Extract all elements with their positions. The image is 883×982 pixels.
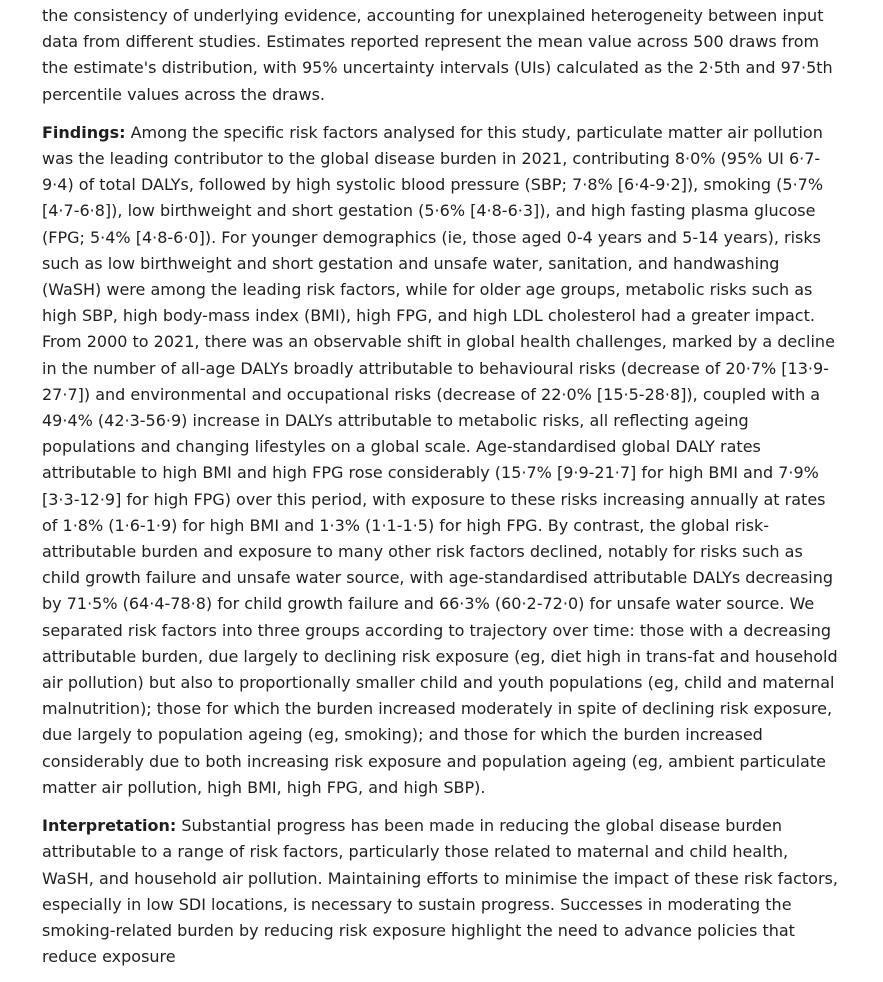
methods-paragraph: the consistency of underlying evidence, accounting for unexplained heterogeneity between input data from different studies. Estimates reported represent the mean value across 500 draws from the estimate's distribution, with 95% uncertainty intervals (UIs) calculated as the 2·5th and 97·5th percentile values across the draws. [42,6,833,104]
findings-paragraph [42,120,842,801]
interpretation-text: Substantial progress has been made in reducing the global disease burden attributable to a range of risk factors, particularly those related to maternal and child health, WaSH, and household air pollution. Maintaining efforts to minimise the impact of these risk factors, especially in low SDI locations, is necessary to sustain progress. Successes in moderating the smoking-related burden by reducing risk exposure highlight the need to advance policies that reduce exposure [42,816,838,967]
findings-label: Findings: [42,122,126,142]
interpretation-label: Interpretation: [42,816,177,836]
findings-text: Among the specific risk factors analysed for this study, particulate matter air pollution was the leading contributor to the global disease burden in 2021, contributing 8·0% (95% UI 6·7-9·4) of total DALYs, followed by high systolic blood pressure (SBP; 7·8% [6·4-9·2]), smoking (5·7% [4·7-6·8]), low birthweight and short gestation (5·6% [4·8-6·3]), and high fasting plasma glucose (FPG; 5·4% [4·8-6·0]). For younger demographics (ie, those aged 0-4 years and 5-14 years), risks such as low birthweight and short gestation and unsafe water, sanitation, and handwashing (WaSH) were among the leading risk factors, while for older age groups, metabolic risks such as high SBP, high body-mass index (BMI), high FPG, and high LDL cholesterol had a greater impact. From 2000 to 2021, there was an observable shift in global health challenges, marked by a decline in the number of all-age DALYs broadly attributable to behavioural risks (decrease of 20·7% [13·9-27·7]) and environmental and occupational risks (decrease of 22·0% [15·5-28·8]), coupled with a 49·4% (42·3-56·9) increase in DALYs attributable to metabolic risks, all reflecting ageing populations and changing lifestyles on a global scale. Age-standardised global DALY rates attributable to high BMI and high FPG rose considerably (15·7% [9·9-21·7] for high BMI and 7·9% [3·3-12·9] for high FPG) over this period, with exposure to these risks increasing annually at rates of 1·8% (1·6-1·9) for high BMI and 1·3% (1·1-1·5) for high FPG. By contrast, the global risk-attributable burden and exposure to many other risk factors declined, notably for risks such as child growth failure and unsafe water source, with age-standardised attributable DALYs decreasing by 71·5% (64·4-78·8) for child growth failure and 66·3% (60·2-72·0) for unsafe water source. We separated risk factors into three groups according to trajectory over time: those with a decreasing attributable burden, due largely to declining risk exposure (eg, diet high in trans-fat and household air pollution) but also to proportionally smaller child and youth populations (eg, child and maternal malnutrition); those for which the burden increased moderately in spite of declining risk exposure, due largely to population ageing (eg, smoking); and those for which the burden increased considerably due to both increasing risk exposure and population ageing (eg, ambient particulate matter air pollution, high BMI, high FPG, and high SBP). [42,122,838,797]
article-abstract [42,3,842,982]
interpretation-paragraph [42,813,842,970]
